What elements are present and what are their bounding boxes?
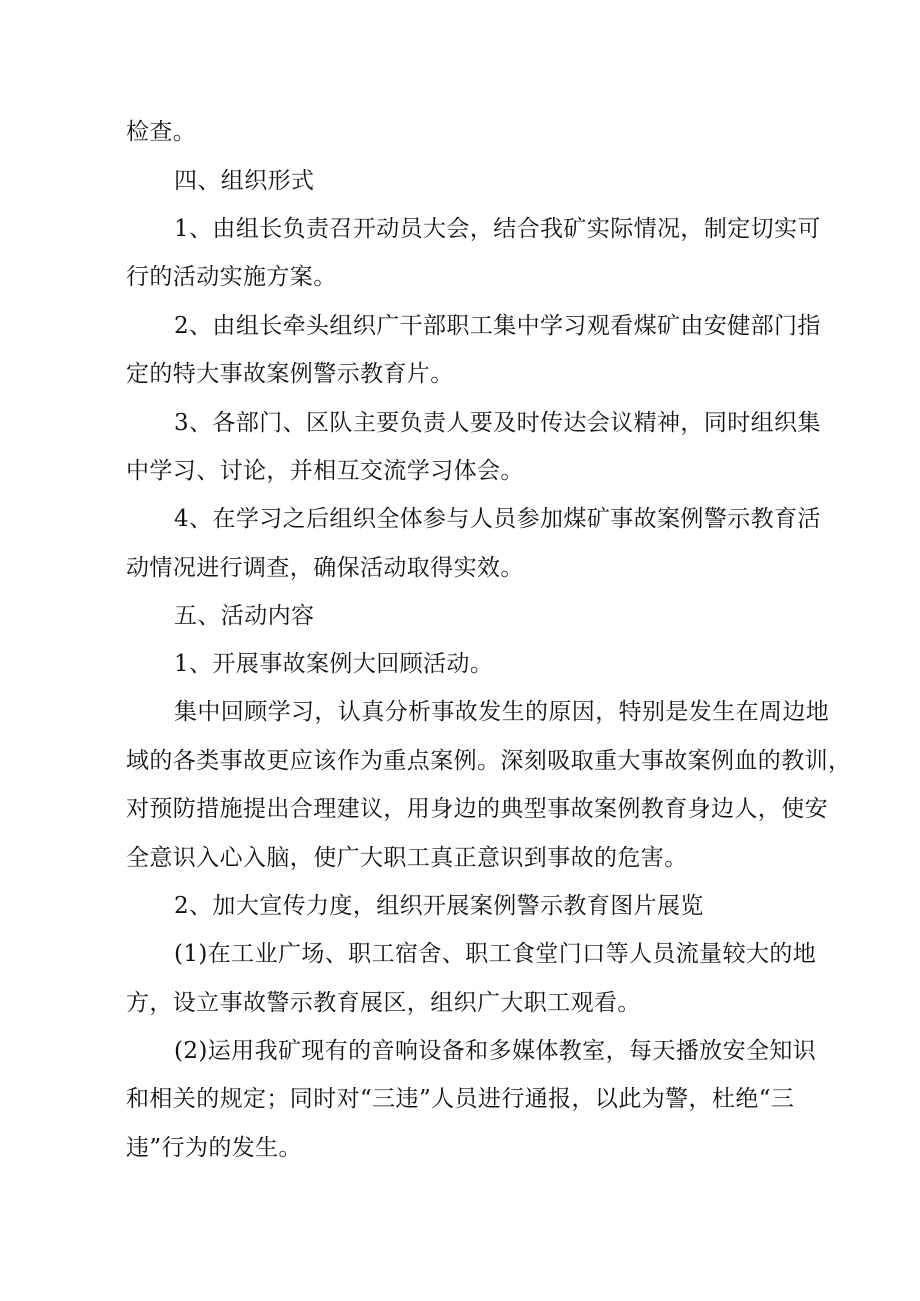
section-heading: 五、活动内容 bbox=[174, 603, 315, 629]
section-heading: 四、组织形式 bbox=[174, 168, 315, 194]
text-line: (1)在工业广场、职工宿舍、职工食堂门口等人员流量较大的地 bbox=[174, 941, 817, 967]
text-line: 对预防措施提出合理建议，用身边的典型事故案例教育身边人，使安 bbox=[126, 796, 828, 822]
text-line: 违”行为的发生。 bbox=[126, 1135, 302, 1161]
text-line: 行的活动实施方案。 bbox=[126, 264, 337, 290]
text-line: 域的各类事故更应该作为重点案例。深刻吸取重大事故案例血的教训， bbox=[126, 748, 852, 774]
text-line: 方，设立事故警示教育展区，组织广大职工观看。 bbox=[126, 990, 641, 1016]
text-line: 2、加大宣传力度，组织开展案例警示教育图片展览 bbox=[174, 893, 704, 919]
text-line: 检查。 bbox=[126, 119, 197, 145]
text-line: 4、在学习之后组织全体参与人员参加煤矿事故案例警示教育活 bbox=[174, 506, 821, 532]
text-line: 3、各部门、区队主要负责人要及时传达会议精神，同时组织集 bbox=[174, 410, 821, 436]
text-line: 1、开展事故案例大回顾活动。 bbox=[174, 651, 494, 677]
text-line: 和相关的规定；同时对“三违”人员进行通报，以此为警，杜绝“三 bbox=[126, 1086, 795, 1112]
text-line: 集中回顾学习，认真分析事故发生的原因，特别是发生在周边地 bbox=[174, 699, 830, 725]
text-line: 中学习、讨论，并相互交流学习体会。 bbox=[126, 458, 524, 484]
text-line: 全意识入心入脑，使广大职工真正意识到事故的危害。 bbox=[126, 845, 688, 871]
text-line: 2、由组长牵头组织广干部职工集中学习观看煤矿由安健部门指 bbox=[174, 313, 821, 339]
text-line: (2)运用我矿现有的音响设备和多媒体教室，每天播放安全知识 bbox=[174, 1038, 817, 1064]
text-line: 动情况进行调查，确保活动取得实效。 bbox=[126, 555, 524, 581]
text-line: 定的特大事故案例警示教育片。 bbox=[126, 361, 454, 387]
text-line: 1、由组长负责召开动员大会，结合我矿实际情况，制定切实可 bbox=[174, 216, 821, 242]
